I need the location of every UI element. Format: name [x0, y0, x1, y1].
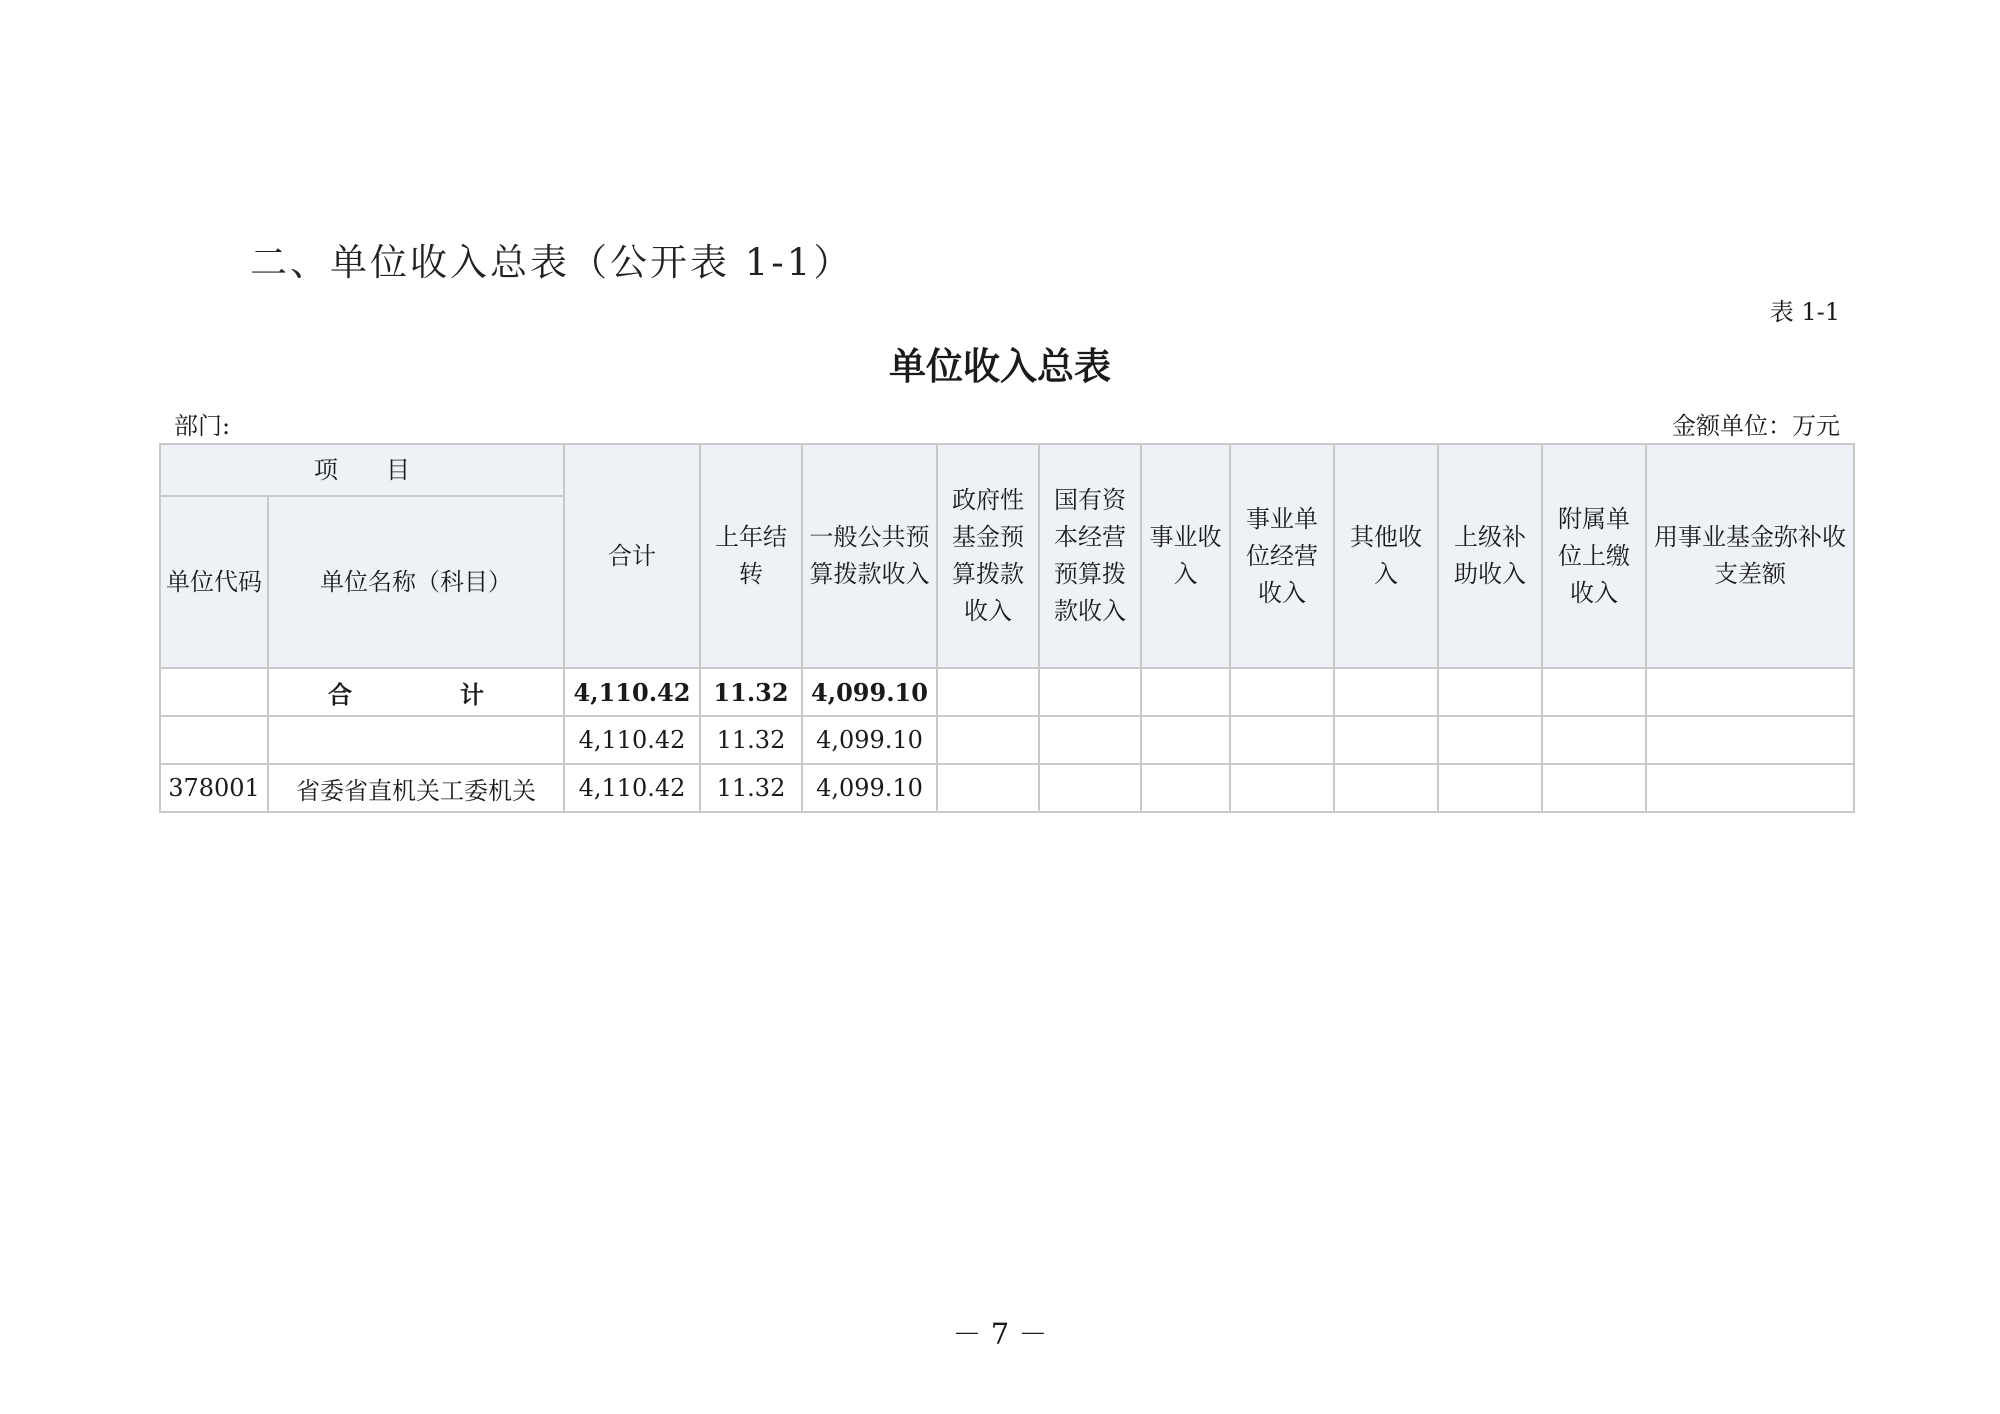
cell-empty	[1230, 668, 1334, 716]
cell-empty	[1438, 668, 1542, 716]
department-label: 部门:	[174, 412, 231, 440]
table-row-total	[160, 668, 1854, 716]
table-title: 单位收入总表	[889, 345, 1111, 388]
cell-empty	[1039, 764, 1141, 812]
header-gov-fund: 政府性基金预算拨款收入	[937, 444, 1039, 668]
cell-empty	[1542, 668, 1646, 716]
cell-carryover: 11.32	[700, 668, 802, 716]
header-affiliated-payment: 附属单位上缴收入	[1542, 444, 1646, 668]
header-unit-code: 单位代码	[160, 496, 268, 668]
table-number: 表 1-1	[1769, 298, 1840, 326]
table-row	[160, 716, 1854, 764]
cell-empty	[1646, 668, 1854, 716]
cell-total: 4,110.42	[564, 716, 700, 764]
header-other-income: 其他收入	[1334, 444, 1438, 668]
header-project: 项 目	[160, 444, 564, 496]
cell-name: 省委省直机关工委机关	[268, 764, 564, 812]
header-business-operating: 事业单位经营收入	[1230, 444, 1334, 668]
cell-empty	[937, 668, 1039, 716]
cell-empty	[1230, 764, 1334, 812]
section-heading: 二、单位收入总表（公开表 1-1）	[250, 241, 854, 284]
cell-carryover: 11.32	[700, 716, 802, 764]
cell-empty	[1141, 668, 1230, 716]
header-business-income: 事业收入	[1141, 444, 1230, 668]
cell-code	[160, 668, 268, 716]
cell-empty	[1334, 764, 1438, 812]
header-total: 合计	[564, 444, 700, 668]
cell-empty	[1646, 716, 1854, 764]
cell-empty	[1141, 716, 1230, 764]
header-unit-name: 单位名称（科目）	[268, 496, 564, 668]
table-row	[160, 764, 1854, 812]
cell-carryover: 11.32	[700, 764, 802, 812]
header-fund-offset: 用事业基金弥补收支差额	[1646, 444, 1854, 668]
cell-total: 4,110.42	[564, 764, 700, 812]
amount-unit-label: 金额单位：万元	[1672, 412, 1840, 440]
header-carryover: 上年结转	[700, 444, 802, 668]
cell-name: 合 计	[268, 668, 564, 716]
cell-empty	[1646, 764, 1854, 812]
cell-code	[160, 716, 268, 764]
header-superior-subsidy: 上级补助收入	[1438, 444, 1542, 668]
header-state-capital: 国有资本经营预算拨款收入	[1039, 444, 1141, 668]
cell-empty	[1542, 764, 1646, 812]
cell-general-budget: 4,099.10	[802, 764, 937, 812]
cell-code: 378001	[160, 764, 268, 812]
cell-empty	[1334, 716, 1438, 764]
cell-empty	[1039, 668, 1141, 716]
header-general-budget: 一般公共预算拨款收入	[802, 444, 937, 668]
cell-empty	[1542, 716, 1646, 764]
cell-total: 4,110.42	[564, 668, 700, 716]
cell-empty	[1438, 716, 1542, 764]
cell-general-budget: 4,099.10	[802, 716, 937, 764]
cell-empty	[937, 716, 1039, 764]
cell-general-budget: 4,099.10	[802, 668, 937, 716]
page-number: － 7 －	[952, 1317, 1048, 1351]
cell-empty	[1334, 668, 1438, 716]
cell-empty	[1141, 764, 1230, 812]
cell-empty	[1438, 764, 1542, 812]
cell-name	[268, 716, 564, 764]
cell-empty	[1039, 716, 1141, 764]
cell-empty	[1230, 716, 1334, 764]
cell-empty	[937, 764, 1039, 812]
income-summary-table	[159, 443, 1855, 813]
